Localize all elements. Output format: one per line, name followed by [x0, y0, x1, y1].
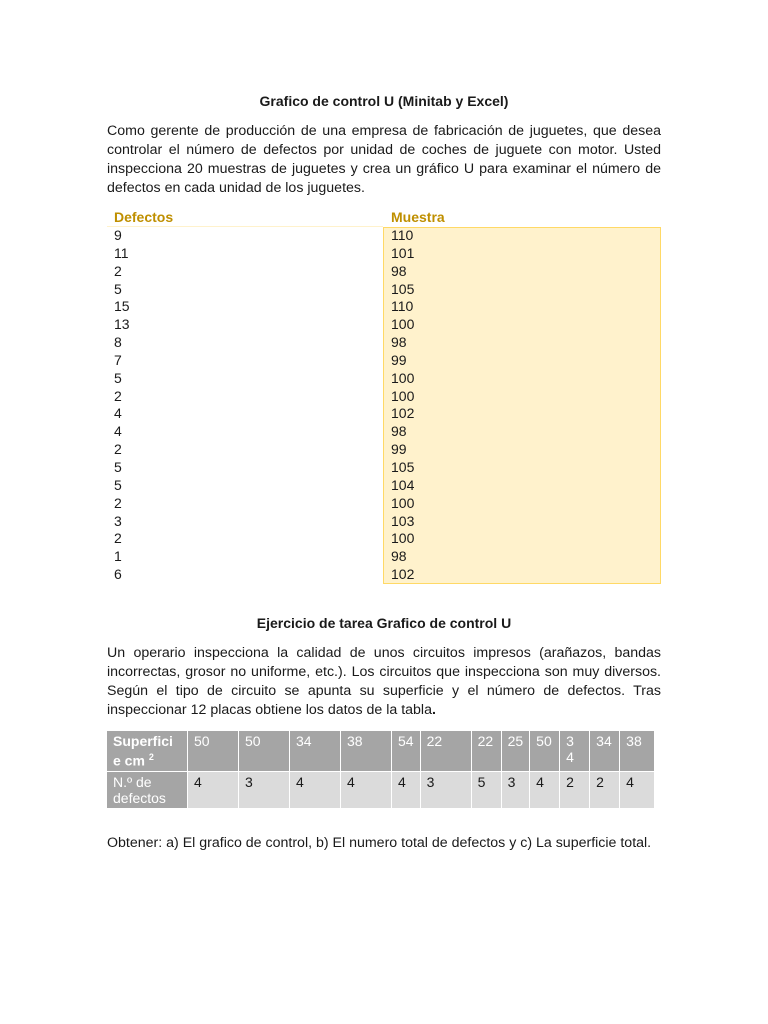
table-row	[107, 441, 661, 459]
circuit-data-table	[107, 731, 655, 808]
superficie-cell: 38	[620, 731, 655, 771]
section-2-intro	[107, 644, 661, 720]
table-row	[107, 530, 661, 548]
muestra-cell: 101	[391, 244, 415, 261]
superficie-cell: 22	[421, 731, 472, 771]
defectos-cell: 4	[620, 771, 655, 808]
defectos-cell: 3	[114, 512, 122, 529]
table-row	[107, 495, 661, 513]
defectos-cell: 2	[114, 441, 122, 458]
superficie-cell: 34	[290, 731, 341, 771]
table-row	[107, 298, 661, 316]
table-row	[107, 388, 661, 406]
section-1-intro: Como gerente de producción de una empresa de fabricación de juguetes, que desea controlar el número de defectos por unidad de coches de juguete con motor. Usted inspecciona 20 muestras de juguetes y crea un gráfico U para examinar el número de defectos en cada unidad de los juguetes.	[107, 123, 661, 196]
superficie-row	[107, 731, 655, 771]
muestra-cell: 98	[391, 334, 407, 351]
defectos-cell: 3	[239, 771, 290, 808]
defectos-cell: 7	[114, 351, 122, 368]
defectos-cell: 2	[114, 387, 122, 404]
defectos-cell: 4	[114, 423, 122, 440]
table-row	[107, 334, 661, 352]
table-row	[107, 513, 661, 531]
defectos-cell: 3	[421, 771, 472, 808]
defectos-label: N.º de defectos	[107, 771, 188, 808]
section-2-intro-end: .	[431, 702, 436, 718]
superficie-cell: 50	[239, 731, 290, 771]
defectos-cell: 5	[114, 476, 122, 493]
muestra-cell: 100	[391, 387, 415, 404]
muestra-cell: 105	[391, 280, 415, 297]
muestra-cell: 104	[391, 476, 415, 493]
superficie-cell: 34	[590, 731, 620, 771]
table-row	[107, 459, 661, 477]
defectos-cell: 2	[114, 262, 122, 279]
defectos-cell: 4	[114, 405, 122, 422]
section-1-title: Grafico de control U (Minitab y Excel)	[259, 93, 509, 109]
defectos-cell: 6	[114, 566, 122, 583]
superficie-cell: 25	[502, 731, 531, 771]
muestra-cell: 100	[391, 530, 415, 547]
superficie-cell: 22	[472, 731, 502, 771]
defectos-cell: 5	[114, 458, 122, 475]
defects-sample-table	[107, 207, 661, 584]
closing-text: Obtener: a) El grafico de control, b) El numero total de defectos y c) La superficie total.	[107, 835, 652, 851]
muestra-cell: 103	[391, 512, 415, 529]
table-row	[107, 423, 661, 441]
table-row	[107, 548, 661, 566]
defectos-cell: 4	[530, 771, 560, 808]
table-row	[107, 281, 661, 299]
defectos-cell: 4	[341, 771, 392, 808]
defectos-cell: 2	[560, 771, 590, 808]
muestra-cell: 102	[391, 405, 415, 422]
superficie-cell: 54	[392, 731, 421, 771]
defectos-cell: 4	[290, 771, 341, 808]
muestra-cell: 100	[391, 316, 415, 333]
defectos-cell: 2	[590, 771, 620, 808]
defectos-cell: 3	[502, 771, 531, 808]
defectos-cell: 5	[114, 280, 122, 297]
muestra-cell: 99	[391, 351, 407, 368]
muestra-cell: 102	[391, 566, 415, 583]
superficie-label-exponent: 2	[148, 752, 154, 762]
defectos-cell: 13	[114, 316, 130, 333]
superficie-cell: 3 4	[560, 731, 590, 771]
table-rows	[107, 227, 661, 584]
defectos-row	[107, 771, 655, 808]
muestra-cell: 98	[391, 423, 407, 440]
defectos-cell: 15	[114, 298, 130, 315]
table-row	[107, 316, 661, 334]
muestra-cell: 100	[391, 369, 415, 386]
table-row	[107, 227, 661, 245]
defectos-cell: 2	[114, 530, 122, 547]
table-row	[107, 405, 661, 423]
section-2-intro-text: Un operario inspecciona la calidad de unos circuitos impresos (arañazos, bandas incorrectas, grosor no uniforme, etc.). Los circuitos que inspecciona son muy diversos. Según el tipo de circuito se apunta su superficie y el número de defectos. Tras inspeccionar 12 placas obtiene los datos de la tabla	[107, 645, 661, 718]
superficie-label	[107, 731, 188, 771]
superficie-cell: 50	[530, 731, 560, 771]
superficie-label-line1: Superfici	[113, 733, 173, 749]
defectos-cell: 4	[392, 771, 421, 808]
defectos-cell: 9	[114, 227, 122, 243]
table-header	[107, 207, 661, 227]
defectos-cell: 2	[114, 494, 122, 511]
superficie-cell: 50	[188, 731, 239, 771]
defectos-cell: 11	[114, 244, 129, 261]
muestra-cell: 98	[391, 548, 407, 565]
superficie-cell: 38	[341, 731, 392, 771]
table-row	[107, 566, 661, 584]
table-row	[107, 352, 661, 370]
defectos-cell: 4	[188, 771, 239, 808]
table-row	[107, 477, 661, 495]
defectos-cell: 8	[114, 334, 122, 351]
defectos-cell: 1	[114, 548, 122, 565]
defectos-cell: 5	[114, 369, 122, 386]
muestra-cell: 110	[391, 227, 414, 243]
muestra-cell: 98	[391, 262, 407, 279]
table-row	[107, 263, 661, 281]
header-defectos: Defectos	[114, 209, 174, 225]
muestra-cell: 105	[391, 458, 415, 475]
section-2-title: Ejercicio de tarea Grafico de control U	[256, 615, 512, 631]
muestra-cell: 99	[391, 441, 407, 458]
header-muestra: Muestra	[391, 209, 445, 225]
muestra-cell: 100	[391, 494, 415, 511]
superficie-label-line2: e cm	[113, 752, 145, 769]
muestra-cell: 110	[391, 298, 414, 315]
table-row	[107, 370, 661, 388]
defectos-cell: 5	[472, 771, 502, 808]
table-row	[107, 245, 661, 263]
